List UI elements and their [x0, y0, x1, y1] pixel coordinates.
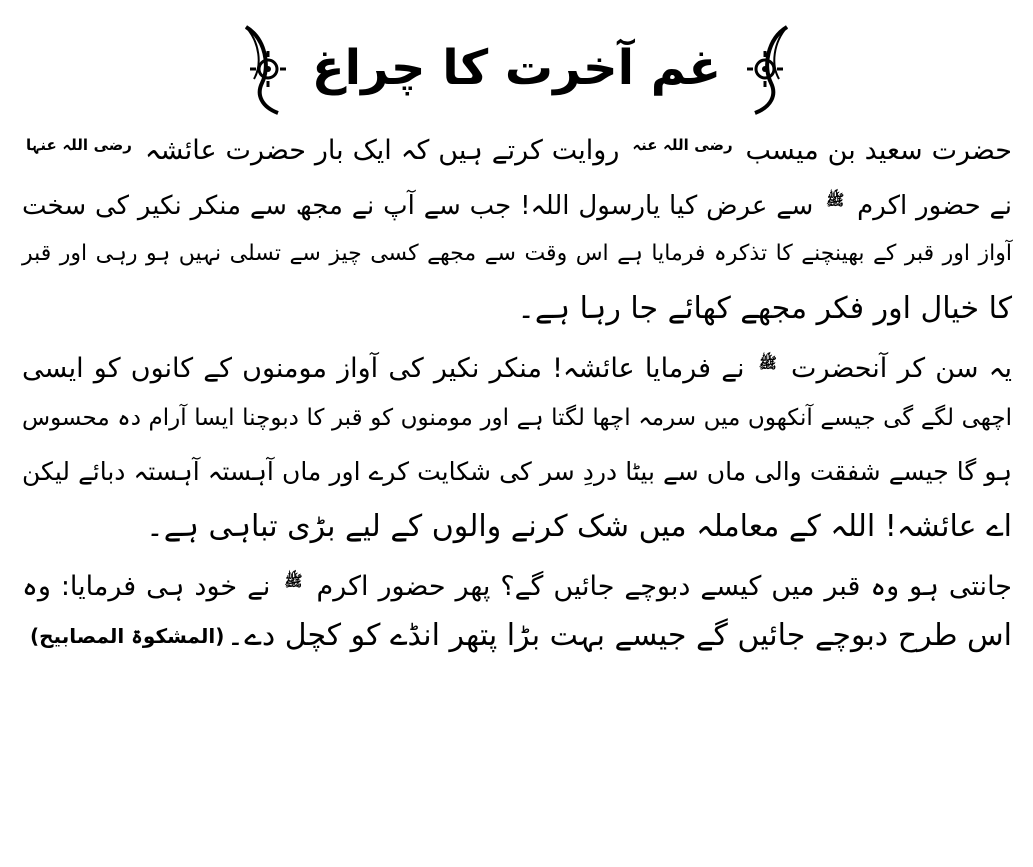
line-6-text: اچھی لگے گی جیسے آنکھوں میں سرمہ اچھا لگتا ہے اور مومنوں کو قبر کا دبوچنا ایسا آرام دہ محسوس: [22, 404, 1012, 431]
line-8-text: اے عائشہ! اللہ کے معاملہ میں شک کرنے والوں کے لیے بڑی تباہی ہے۔: [146, 508, 1012, 544]
article-body: [22, 118, 1012, 663]
line-2-part-b: سے عرض کیا یارسول اللہ! جب سے آپ نے مجھ سے منکر نکیر کی سخت: [22, 190, 814, 221]
line-7-text: ہو گا جیسے شفقت والی ماں سے بیٹا دردِ سر کی شکایت کرے اور ماں آہستہ آہستہ دبائے لیکن: [22, 457, 1012, 486]
line-5-part-b: نے فرمایا عائشہ! منکر نکیر کی آواز مومنوں کے کانوں کو ایسی: [22, 353, 745, 384]
title-row: [0, 18, 1033, 118]
honorific-saw-mark: ﷺ: [826, 190, 845, 209]
text-line-10: [22, 609, 1012, 664]
text-line-2: [22, 173, 1012, 228]
line-4-text: کا خیال اور فکر مجھے کھائے جا رہا ہے۔: [517, 290, 1012, 326]
text-line-7: [22, 445, 1012, 500]
left-flourish-icon: [739, 21, 801, 115]
text-line-5: [22, 336, 1012, 391]
line-1-part-a: حضرت سعید بن میسب: [745, 135, 1012, 166]
line-2-part-a: نے حضور اکرم: [857, 190, 1012, 221]
text-line-4: [22, 282, 1012, 337]
honorific-saw-mark-3: ﷺ: [284, 572, 303, 590]
page-title: غم آخرت کا چراغ: [311, 40, 722, 96]
honorific-saw-mark-2: ﷺ: [758, 354, 777, 372]
text-line-1: [22, 118, 1012, 173]
line-5-part-a: یہ سن کر آنحضرت: [791, 353, 1012, 384]
line-3-text: آواز اور قبر کے بھینچنے کا تذکرہ فرمایا ہے اس وقت سے مجھے کسی چیز سے تسلی نہیں ہو رہی اور قبر: [22, 241, 1012, 266]
text-line-9: [22, 554, 1012, 609]
text-line-8: [22, 500, 1012, 555]
right-flourish-icon: [232, 21, 294, 115]
source-reference: (المشکوۃ المصابیح): [30, 623, 225, 648]
line-10-text: اس طرح دبوچے جائیں گے جیسے بہت بڑا پتھر انڈے کو کچل دے۔: [226, 617, 1012, 653]
honorific-ra-mark: رضی اللہ عنہ: [632, 136, 733, 154]
text-line-6: [22, 391, 1012, 446]
line-9-part-a: جانتی ہو وہ قبر میں کیسے دبوچے جائیں گے؟ پھر حضور اکرم: [316, 571, 1012, 602]
text-line-3: [22, 227, 1012, 282]
line-1-part-b: روایت کرتے ہیں کہ ایک بار حضرت عائشہ: [144, 135, 620, 166]
honorific-raf-mark: رضی اللہ عنہا: [26, 136, 132, 154]
line-9-part-b: نے خود ہی فرمایا: وہ: [22, 571, 271, 602]
